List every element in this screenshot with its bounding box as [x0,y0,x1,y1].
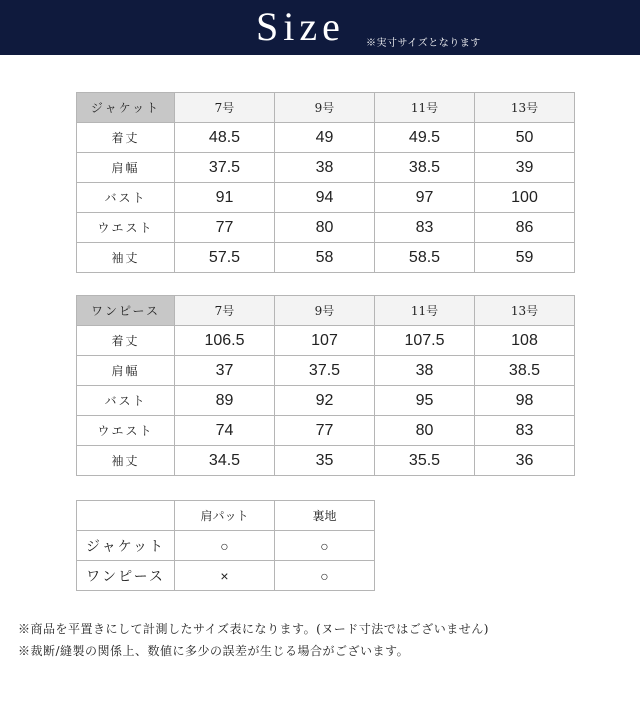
header-cell: 11号 [375,296,475,326]
table-cell: 58.5 [375,243,475,273]
table-cell: 89 [175,386,275,416]
table-row [77,213,575,243]
table-row [77,183,575,213]
notes [18,618,489,662]
row-label: 肩幅 [77,153,175,183]
table-cell: 86 [475,213,575,243]
table-cell: 37.5 [275,356,375,386]
header-cell: 13号 [475,93,575,123]
table-cell: 74 [175,416,275,446]
table-cell: 58 [275,243,375,273]
row-label: ワンピース [77,561,175,591]
table-row [77,446,575,476]
table-cell: 108 [475,326,575,356]
header-cell: 11号 [375,93,475,123]
row-label: 着丈 [77,326,175,356]
table-cell: 35.5 [375,446,475,476]
table-cell: 80 [375,416,475,446]
header-cell: ジャケット [77,93,175,123]
table-cell: 107.5 [375,326,475,356]
row-label: ウエスト [77,416,175,446]
table-row [77,153,575,183]
row-label: ウエスト [77,213,175,243]
table-row [77,326,575,356]
table-row [77,243,575,273]
header-cell: ワンピース [77,296,175,326]
row-label: ジャケット [77,531,175,561]
row-label: 袖丈 [77,446,175,476]
table-header-row [77,501,375,531]
table-cell: 97 [375,183,475,213]
row-label: バスト [77,183,175,213]
onepiece-size-table [76,295,575,476]
table-cell: 38.5 [375,153,475,183]
table-cell: ○ [275,561,375,591]
table-cell: 39 [475,153,575,183]
table-cell: ○ [275,531,375,561]
header-cell: 7号 [175,296,275,326]
note-line: ※商品を平置きにして計測したサイズ表になります。(ヌード寸法ではございません) [18,622,489,636]
table-row [77,386,575,416]
table-header-row [77,93,575,123]
table-cell: 98 [475,386,575,416]
table-cell: 50 [475,123,575,153]
table-cell: 100 [475,183,575,213]
table-row [77,123,575,153]
table-cell: 91 [175,183,275,213]
table-row [77,531,375,561]
table-cell: 38 [375,356,475,386]
table-cell: 77 [175,213,275,243]
table-cell: 83 [375,213,475,243]
note-line: ※裁断/縫製の関係上、数値に多少の誤差が生じる場合がございます。 [18,644,410,658]
header-cell: 裏地 [275,501,375,531]
header-cell: 13号 [475,296,575,326]
table-cell: 37.5 [175,153,275,183]
table-cell: 36 [475,446,575,476]
header-cell: 7号 [175,93,275,123]
banner-note: ※実寸サイズとなります [366,38,481,49]
table-cell: 59 [475,243,575,273]
table-row [77,561,375,591]
feature-table [76,500,375,591]
header-cell [77,501,175,531]
table-cell: 107 [275,326,375,356]
row-label: 着丈 [77,123,175,153]
table-cell: ○ [175,531,275,561]
table-cell: 77 [275,416,375,446]
table-row [77,356,575,386]
row-label: 肩幅 [77,356,175,386]
page-title: Size [256,4,345,49]
row-label: 袖丈 [77,243,175,273]
table-header-row [77,296,575,326]
table-cell: 106.5 [175,326,275,356]
table-cell: 95 [375,386,475,416]
table-cell: 94 [275,183,375,213]
table-cell: 92 [275,386,375,416]
row-label: バスト [77,386,175,416]
table-cell: 34.5 [175,446,275,476]
table-cell: 49.5 [375,123,475,153]
table-cell: 83 [475,416,575,446]
table-row [77,416,575,446]
table-cell: 37 [175,356,275,386]
table-cell: 49 [275,123,375,153]
table-cell: 35 [275,446,375,476]
jacket-size-table [76,92,575,273]
header-cell: 9号 [275,296,375,326]
table-cell: 38 [275,153,375,183]
table-cell: 38.5 [475,356,575,386]
table-cell: 48.5 [175,123,275,153]
header-cell: 肩パット [175,501,275,531]
title-banner [0,0,640,55]
table-cell: 57.5 [175,243,275,273]
header-cell: 9号 [275,93,375,123]
table-cell: × [175,561,275,591]
table-cell: 80 [275,213,375,243]
